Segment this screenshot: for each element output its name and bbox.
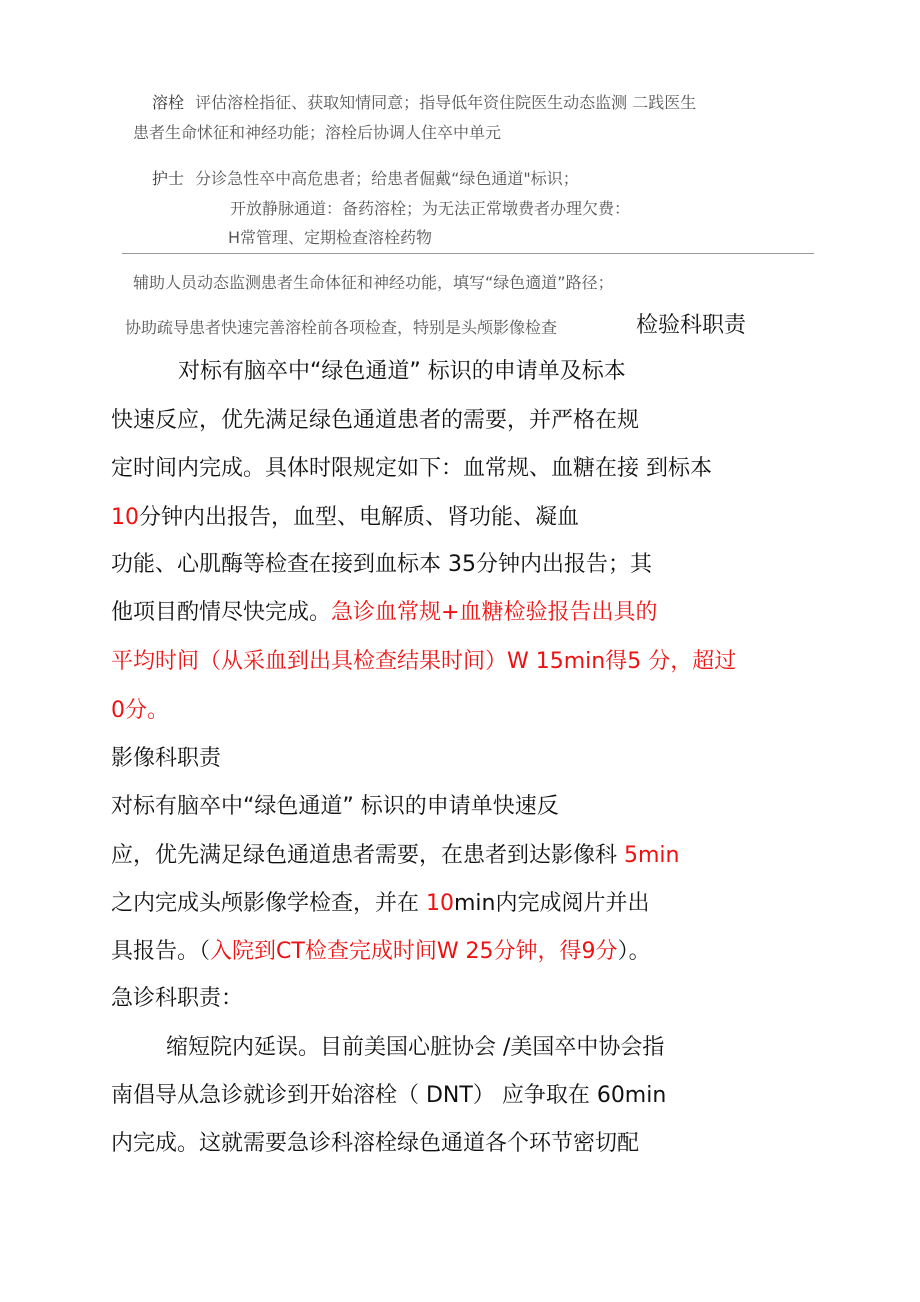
nurse-line — [152, 169, 579, 189]
imaging-scoring-highlight: 入院到CT检查完成时间W 25分钟，得9分 — [210, 939, 618, 964]
lab-paragraph-line-6-text: 他项目酌情尽快完成。 — [111, 600, 332, 625]
nurse-duties-text: 分诊急性卒中高危患者；给患者倔戴“绿色通道"标识； — [195, 169, 579, 188]
lab-paragraph-line-1: 对标有脑卒中“绿色通道” 标识的申请单及标本 — [178, 359, 626, 384]
lab-paragraph-line-4-text: 分钟内出报告，血型、电解质、肾功能、凝血 — [139, 505, 580, 530]
lab-paragraph-line-5: 功能、心肌酶等检查在接到血标本 35分钟内出报告；其 — [111, 552, 652, 577]
role-label-nurse: 护士 — [152, 169, 185, 188]
lab-scoring-line-3: 0分。 — [111, 698, 169, 723]
nurse-line-cont-1: 开放静脉通道：备药溶栓；为无法正常墩费者办理欠费： — [230, 199, 631, 218]
lab-paragraph-line-4 — [111, 504, 579, 532]
lab-paragraph-line-3: 定时间内完成。具体时限规定如下：血常规、血糖在接 到标本 — [111, 456, 712, 481]
imaging-paragraph-line-3-text-a: 之内完成头颅影像学检查，并在 — [111, 891, 426, 916]
nurse-line-cont-2: H常管理、定期检查溶栓药物 — [228, 228, 433, 247]
imaging-paragraph-line-3 — [111, 890, 650, 918]
role-label-thrombolysis: 溶栓 — [152, 93, 185, 112]
lab-section-heading: 检验科职责 — [636, 313, 747, 338]
emergency-paragraph-line-2: 南倡导从急诊就诊到开始溶栓（ DNT） 应争取在 60min — [111, 1083, 667, 1108]
imaging-paragraph-line-3-text-b: min内完成阅片并出 — [454, 891, 650, 916]
lab-scoring-line-2: 平均时间（从采血到出具检查结果时间）W 15min得5 分，超过 — [111, 649, 737, 674]
imaging-paragraph-line-2 — [111, 842, 679, 870]
imaging-paragraph-line-4 — [111, 938, 651, 966]
lab-time-limit-highlight: 10 — [111, 505, 139, 530]
imaging-paragraph-line-4-text-a: 具报告。（ — [111, 939, 211, 964]
assistant-line-cont: 协助疏导患者快速完善溶栓前各项检查，特别是头颅影像检查 — [125, 318, 558, 337]
emergency-paragraph-line-1: 缩短院内延误。目前美国心脏协会 /美国卒中协会指 — [166, 1035, 665, 1060]
emergency-section-heading: 急诊科职责： — [111, 986, 244, 1011]
imaging-paragraph-line-1: 对标有脑卒中“绿色通道” 标识的申请单快速反 — [111, 794, 559, 819]
lab-scoring-highlight: 急诊血常规+血糖检验报告出具的 — [331, 600, 658, 625]
thrombolysis-line-cont: 患者生命怵征和神经功能；溶栓后协调人住卒中单元 — [133, 123, 502, 142]
thrombolysis-duties-text: 评估溶栓指征、获取知情同意；指导低年资住院医生动态监测 二践医生 — [195, 93, 697, 112]
imaging-paragraph-line-4-text-b: ）。 — [617, 939, 651, 964]
imaging-section-heading: 影像科职责 — [111, 746, 222, 771]
imaging-exam-time-highlight: 5min — [624, 843, 680, 868]
divider-line — [122, 253, 814, 254]
lab-paragraph-line-2: 快速反应，优先满足绿色通道患者的需要，并严格在规 — [111, 408, 640, 433]
thrombolysis-line — [152, 93, 696, 113]
imaging-paragraph-line-2-text: 应，优先满足绿色通道患者需要，在患者到达影像科 — [111, 843, 624, 868]
imaging-reading-time-highlight: 10 — [426, 891, 454, 916]
assistant-line: 辅助人员动态监测患者生命体征和神经功能，填写“绿色適道”路径； — [133, 273, 614, 292]
emergency-paragraph-line-3: 内完成。这就需要急诊科溶栓绿色通道各个环节密切配 — [111, 1131, 640, 1156]
lab-paragraph-line-6 — [111, 599, 657, 627]
